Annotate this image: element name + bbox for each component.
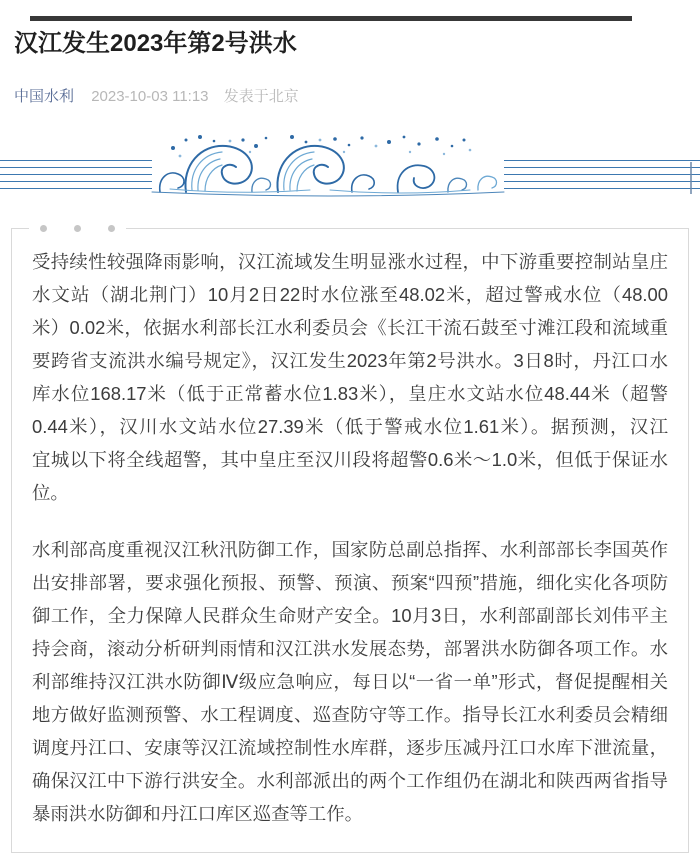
- text-line: 位。: [32, 482, 69, 504]
- top-edge-bar: [30, 16, 632, 21]
- paragraph-1: [32, 245, 668, 509]
- article-body-box: [11, 228, 689, 853]
- border-dot-icon: [74, 225, 81, 232]
- account-name-link[interactable]: 中国水利: [14, 88, 75, 106]
- text-line: 调度丹江口、安康等汉江流域控制性水库群，逐步压减丹江口水库下泄流量，: [32, 737, 668, 759]
- wave-divider: [0, 132, 700, 202]
- text-line: 水文站（湖北荆门）10月2日22时水位涨至48.02米，超过警戒水位（48.00: [32, 284, 668, 306]
- border-dot-icon: [40, 225, 47, 232]
- article-title: 汉江发生2023年第2号洪水: [14, 30, 297, 58]
- text-line: 确保汉江中下游行洪安全。水利部派出的两个工作组仍在湖北和陕西两省指导: [32, 770, 668, 792]
- text-line: 米）0.02米，依据水利部长江水利委员会《长江干流石鼓至寸滩江段和流域重: [32, 317, 668, 339]
- text-line: 受持续性较强降雨影响，汉江流域发生明显涨水过程，中下游重要控制站皇庄: [32, 251, 668, 273]
- paragraph-2: [32, 533, 668, 830]
- publish-time: 2023-10-03 11:13: [91, 88, 209, 106]
- text-line: 出安排部署，要求强化预报、预警、预演、预案“四预”措施，细化实化各项防: [32, 572, 668, 594]
- border-dot-icon: [108, 225, 115, 232]
- wave-illustration-icon: [0, 132, 700, 202]
- text-line: 利部维持汉江洪水防御Ⅳ级应急响应，每日以“一省一单”形式，督促提醒相关: [32, 671, 668, 693]
- text-line: 水利部高度重视汉江秋汛防御工作，国家防总副总指挥、水利部部长李国英作: [32, 539, 668, 561]
- text-line: 要跨省支流洪水编号规定》，汉江发生2023年第2号洪水。3日8时，丹江口水: [32, 350, 668, 372]
- text-line: 持会商，滚动分析研判雨情和汉江洪水发展态势，部署洪水防御各项工作。水: [32, 638, 668, 660]
- text-line: 库水位168.17米（低于正常蓄水位1.83米），皇庄水文站水位48.44米（超警: [32, 383, 668, 405]
- text-line: 宜城以下将全线超警，其中皇庄至汉川段将超警0.6米～1.0米，但低于保证水: [32, 449, 668, 471]
- border-dots: [29, 225, 126, 232]
- text-line: 地方做好监测预警、水工程调度、巡查防守等工作。指导长江水利委员会精细: [32, 704, 668, 726]
- text-line: 0.44米），汉川水文站水位27.39米（低于警戒水位1.61米）。据预测，汉江: [32, 416, 668, 438]
- publish-location: 发表于北京: [223, 88, 299, 106]
- byline: [0, 75, 700, 107]
- text-line: 暴雨洪水防御和丹江口库区巡查等工作。: [32, 803, 364, 825]
- text-line: 御工作，全力保障人民群众生命财产安全。10月3日，水利部副部长刘伟平主: [32, 605, 668, 627]
